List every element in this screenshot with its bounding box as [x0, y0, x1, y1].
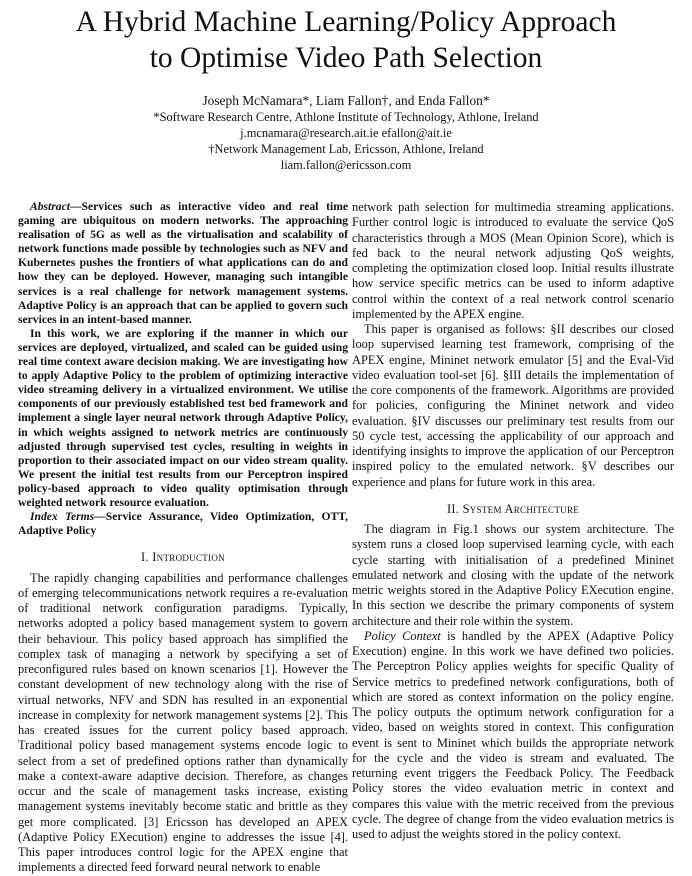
index-terms-text: —Service Assurance, Video Optimization, OTT, Adaptive Policy — [18, 510, 349, 538]
email-1: j.mcnamara@research.ait.ie efallon@ait.ie — [240, 126, 452, 140]
author-names: Joseph McNamara*, Liam Fallon†, and Enda Fallon* — [202, 93, 490, 108]
abstract — [18, 200, 348, 538]
paper-title — [0, 4, 692, 76]
abstract-paragraph-2: In this work, we are exploring if the manner in which our services are deployed, virtualized, and scaled can be guided using real time context aware decision making. We are investigating how to apply Adaptive Policy to the problem of optimizing interactive video streaming delivery in a virtualized environment. We utilise components of our previously established test bed framework and implement a single layer neural network through Adaptive Policy, in which weights assigned to network metrics are continuously adjusted through supervised test cycles, resulting in weights in proportion to their associated impact on our video stream quality. We present the initial test results from our Perceptron inspired policy-based approach to video quality optimisation through weighted network resource evaluation. — [18, 326, 348, 509]
right-column — [352, 200, 674, 842]
intro-continuation: network path selection for multimedia streaming applications. Further control logic is introduced to evaluate the service QoS characteristics through a MOS (Mean Opinion Score), which is fed back to the neural network adjusting QoS weights, completing the optimization closed loop. Initial results illustrate how service specific metrics can be used to inform adaptive control within the context of a real network control scenario implemented by the APEX engine. — [352, 200, 674, 321]
index-terms — [18, 510, 348, 538]
architecture-paragraph-1: The diagram in Fig.1 shows our system architecture. The system runs a closed loop supervised learning cycle, with each cycle starting with initialisation of a predefined Mininet emulated network and closing with the update of the network metric weights stored in the Adaptive Policy EXecution engine. In this section we describe the primary components of system architecture and their role within the system. — [352, 522, 674, 628]
affiliation-2: †Network Management Lab, Ericsson, Athlone, Ireland — [208, 142, 484, 156]
abstract-text-1: —Services such as interactive video and real time gaming are ubiquitous on modern networks. The approaching realisation of 5G as well as the virtualisation and scalability of network functions made possible by technologies such as NFV and Kubernetes pushes the frontiers of what applications can do and how they can be deployed. However, managing such intangible services is a real challenge for network management systems. Adaptive Policy is an approach that can be applied to govern such services in an intent-based manner. — [18, 200, 348, 326]
email-2: liam.fallon@ericsson.com — [280, 158, 412, 172]
architecture-paragraph-2 — [352, 629, 674, 843]
affiliation-1: *Software Research Centre, Athlone Institute of Technology, Athlone, Ireland — [153, 110, 539, 124]
abstract-lead: Abstract — [30, 200, 70, 213]
intro-paragraph-2: This paper is organised as follows: §II describes our closed loop supervised learning test framework, comprising of the APEX engine, Mininet network emulator [5] and the Eval-Vid video evaluation tool-set [6]. §III details the implementation of the core components of the framework. Algorithms are provided for policies, configuring the Mininet network and video evaluation. §IV discusses our preliminary test results from our 50 cycle test, accessing the applicability of our approach and identifying insights to improve the application of our Perceptron inspired policy to the emulated network. §V describes our experience and plans for future work in this area. — [352, 322, 674, 489]
architecture-paragraph-2-text: is handled by the APEX (Adaptive Policy Execution) engine. In this work we have defined two policies. The Perceptron Policy applies weights for specific Quality of Service metrics to predefined network configurations, both of which are stored as context information on the policy engine. The policy outputs the optimum network configuration for a video, based on weights stored in context. This configuration event is sent to Mininet which builds the appropriate network for the cycle and the video is stream and evaluated. The returning event triggers the Feedback Policy. The Feedback Policy stores the video evaluation metric in context and compares this value with the metric received from the previous cycle. The degree of change from the video evaluation metrics is used to adjust the weights stored in the policy context. — [352, 628, 674, 841]
abstract-paragraph-1 — [18, 200, 348, 327]
section-heading-system-architecture: II. System Architecture — [446, 501, 580, 516]
title-line-2: to Optimise Video Path Selection — [149, 42, 543, 74]
title-line-1: A Hybrid Machine Learning/Policy Approach — [75, 6, 617, 38]
intro-paragraph-1: The rapidly changing capabilities and performance challenges of emerging telecommunications network requires a re-evaluation of traditional network configuration paradigms. Typically, networks adopted a policy based management system to govern their behaviour. This policy based approach has simplified the complex task of managing a network by specifying a set of preconfigured rules based on known scenarios [1]. However the constant development of new technology along with the rise of virtual networks, NFV and SDN has resulted in an exponential increase in complexity for network management systems [2]. This has created issues for the current policy based approach. Traditional policy based management systems encode logic to select from a set of predefined options rather than dynamically make a context-aware adaptive decision. Therefore, as changes occur and the scale of management tasks increase, existing management systems inevitably become static and brittle as they get more complicated. [3] Ericsson has developed an APEX (Adaptive Policy EXecution) engine to addresses the issue [4]. This paper introduces control logic for the APEX engine that implements a directed feed forward neural network to enable — [18, 570, 348, 875]
policy-context-lead: Policy Context — [364, 628, 441, 643]
section-heading-introduction: I. Introduction — [141, 550, 225, 565]
index-terms-lead: Index Terms — [30, 510, 95, 524]
author-block — [0, 93, 692, 173]
left-column — [18, 200, 348, 876]
